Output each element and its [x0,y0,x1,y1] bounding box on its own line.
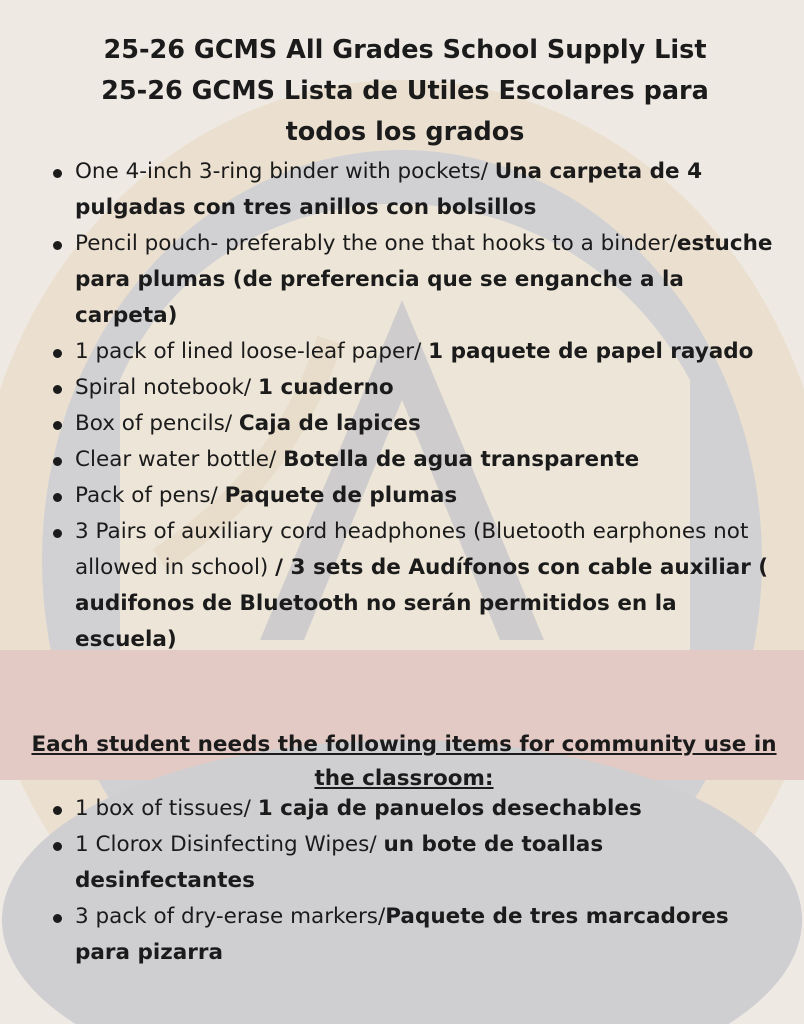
item-english: 1 box of tissues/ [75,796,258,821]
community-list [48,791,738,971]
item-english: Clear water bottle/ [75,447,284,472]
list-item [48,154,778,226]
item-english: 3 pack of dry-erase markers/ [75,904,386,929]
item-spanish: Botella de agua transparente [283,447,640,472]
item-english: Spiral notebook/ [75,375,259,400]
list-item [48,899,738,971]
item-english: 1 Clorox Disinfecting Wipes/ [75,832,384,857]
community-heading: Each student needs the following items for community use in the classroom: [31,732,777,791]
list-item [48,406,778,442]
item-spanish: 1 paquete de papel rayado [428,339,754,364]
list-item [48,514,778,658]
item-english: One 4-inch 3-ring binder with pockets/ [75,159,495,184]
title-line-english: 25-26 GCMS All Grades School Supply List [103,35,707,65]
item-spanish: un bote de toallas desinfectantes [75,832,604,893]
item-spanish: estuche para plumas (de preferencia que se enganche a la carpeta) [75,231,773,328]
item-spanish: 1 caja de panuelos desechables [257,796,642,821]
item-english: Box of pencils/ [75,411,239,436]
item-spanish: Paquete de tres marcadores para pizarra [75,904,729,965]
list-item [48,478,778,514]
item-english: 3 Pairs of auxiliary cord headphones (Bluetooth earphones not allowed in school) [75,519,749,580]
page-title [50,30,760,153]
title-line-spanish: 25-26 GCMS Lista de Utiles Escolares para [101,76,709,106]
item-spanish: Una carpeta de 4 pulgadas con tres anillos con bolsillos [75,159,703,220]
item-spanish: Caja de lapices [238,411,421,436]
supply-list [48,154,778,658]
item-english: 1 pack of lined loose-leaf paper/ [75,339,429,364]
item-spanish: / 3 sets de Audífonos con cable auxiliar ( audifonos de Bluetooth no serán permitidos en la escuela) [75,555,769,652]
item-english: Pack of pens/ [75,483,225,508]
list-item [48,827,738,899]
item-spanish: 1 cuaderno [258,375,394,400]
item-english: Pencil pouch- preferably the one that hooks to a binder/ [75,231,677,256]
list-item [48,226,778,334]
list-item [48,370,778,406]
list-item [48,442,778,478]
item-spanish: Paquete de plumas [224,483,458,508]
title-line-spanish-cont: todos los grados [285,117,525,147]
list-item [48,791,738,827]
list-item [48,334,778,370]
